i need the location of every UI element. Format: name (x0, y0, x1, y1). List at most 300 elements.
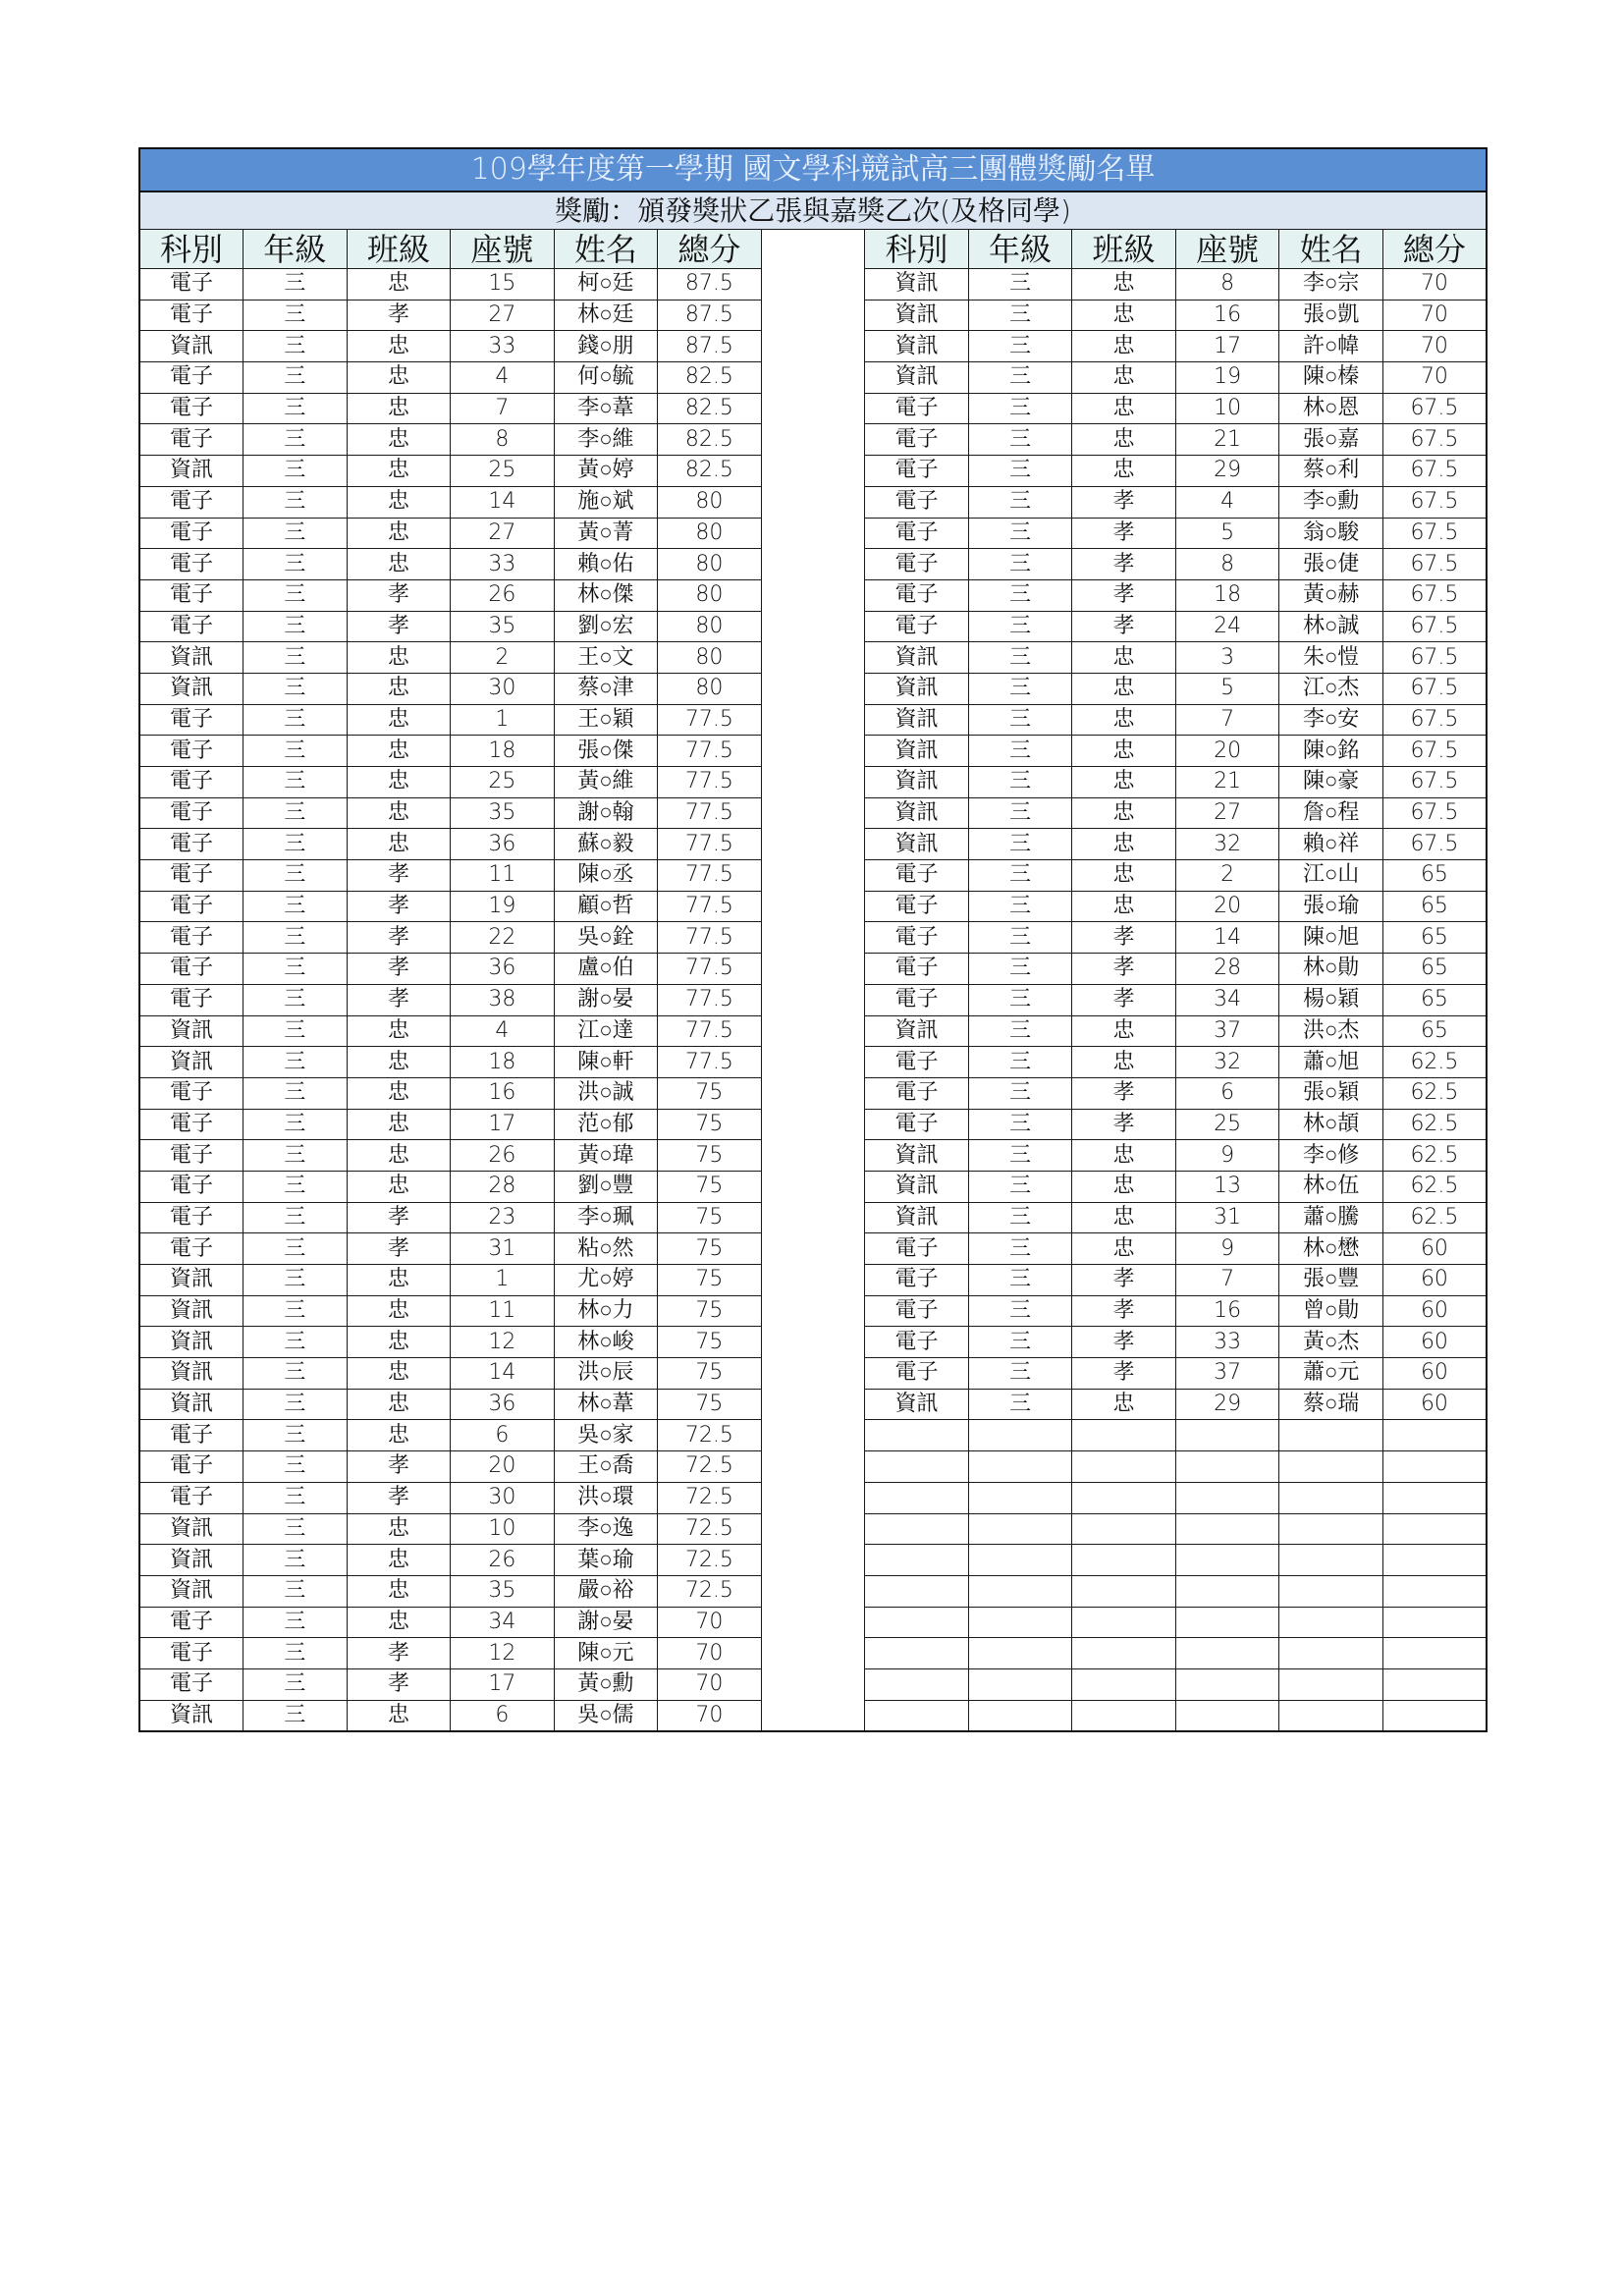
left-cell-name: 黃○菁 (554, 518, 658, 549)
right-cell-score: 62.5 (1382, 1047, 1487, 1078)
right-cell-department: 資訊 (865, 1140, 969, 1172)
right-cell-seat: 8 (1175, 549, 1279, 580)
right-cell-seat: 8 (1175, 269, 1279, 301)
right-cell-grade: 三 (968, 767, 1072, 798)
right-cell-score (1382, 1420, 1487, 1451)
right-cell-department: 電子 (865, 1233, 969, 1265)
right-cell-department: 資訊 (865, 704, 969, 736)
left-cell-department: 資訊 (139, 1389, 244, 1420)
left-cell-grade: 三 (244, 891, 348, 922)
right-cell-department (865, 1513, 969, 1545)
right-cell-department (865, 1668, 969, 1700)
right-cell-seat: 29 (1175, 456, 1279, 487)
left-cell-name: 林○傑 (554, 579, 658, 611)
right-cell-seat: 33 (1175, 1327, 1279, 1358)
right-cell-class: 忠 (1072, 1140, 1176, 1172)
left-cell-grade: 三 (244, 1575, 348, 1607)
left-cell-class: 忠 (347, 1420, 451, 1451)
left-cell-class: 孝 (347, 922, 451, 954)
right-cell-seat: 7 (1175, 704, 1279, 736)
right-cell-seat (1175, 1575, 1279, 1607)
right-cell-class: 忠 (1072, 736, 1176, 767)
right-cell-seat: 20 (1175, 736, 1279, 767)
left-cell-seat: 36 (451, 954, 555, 985)
right-cell-class: 忠 (1072, 1389, 1176, 1420)
left-cell-seat: 20 (451, 1451, 555, 1483)
right-cell-grade: 三 (968, 860, 1072, 892)
left-cell-department: 電子 (139, 797, 244, 829)
right-cell-class (1072, 1420, 1176, 1451)
right-cell-name (1279, 1700, 1383, 1731)
right-cell-seat: 9 (1175, 1233, 1279, 1265)
right-cell-class: 孝 (1072, 486, 1176, 518)
right-cell-score: 65 (1382, 860, 1487, 892)
right-cell-name (1279, 1545, 1383, 1576)
right-cell-score: 67.5 (1382, 673, 1487, 704)
right-cell-grade (968, 1513, 1072, 1545)
left-cell-class: 忠 (347, 1545, 451, 1576)
left-cell-score: 77.5 (658, 1047, 762, 1078)
right-cell-department: 資訊 (865, 797, 969, 829)
left-cell-department: 電子 (139, 1233, 244, 1265)
right-cell-name: 李○勳 (1279, 486, 1383, 518)
left-cell-score: 75 (658, 1140, 762, 1172)
right-cell-grade: 三 (968, 736, 1072, 767)
left-cell-score: 80 (658, 642, 762, 674)
right-cell-department: 資訊 (865, 269, 969, 301)
right-cell-name: 李○修 (1279, 1140, 1383, 1172)
left-cell-department: 電子 (139, 1451, 244, 1483)
column-gap (761, 300, 865, 331)
left-cell-department: 資訊 (139, 1358, 244, 1390)
table-row (139, 1668, 1487, 1700)
left-cell-grade: 三 (244, 362, 348, 394)
right-cell-class: 忠 (1072, 1233, 1176, 1265)
column-gap (761, 1482, 865, 1513)
right-cell-class (1072, 1545, 1176, 1576)
right-cell-name: 陳○豪 (1279, 767, 1383, 798)
left-cell-department: 電子 (139, 829, 244, 860)
left-cell-class: 忠 (347, 1109, 451, 1140)
column-header-grade: 年級 (968, 230, 1072, 269)
left-cell-seat: 26 (451, 1140, 555, 1172)
left-cell-grade: 三 (244, 269, 348, 301)
left-cell-department: 資訊 (139, 1575, 244, 1607)
left-cell-name: 嚴○裕 (554, 1575, 658, 1607)
left-cell-score: 75 (658, 1265, 762, 1296)
column-header-class: 班級 (1072, 230, 1176, 269)
left-cell-name: 錢○朋 (554, 331, 658, 362)
right-cell-grade: 三 (968, 269, 1072, 301)
left-cell-seat: 28 (451, 1171, 555, 1202)
left-cell-name: 陳○元 (554, 1638, 658, 1669)
right-cell-name: 曾○勛 (1279, 1295, 1383, 1327)
left-cell-class: 忠 (347, 393, 451, 424)
table-row (139, 549, 1487, 580)
left-cell-seat: 36 (451, 1389, 555, 1420)
left-cell-class: 忠 (347, 1607, 451, 1638)
left-cell-grade: 三 (244, 1295, 348, 1327)
right-cell-department: 資訊 (865, 1389, 969, 1420)
right-cell-name (1279, 1638, 1383, 1669)
column-gap (761, 518, 865, 549)
table-row (139, 1171, 1487, 1202)
column-gap (761, 1358, 865, 1390)
table-row (139, 1358, 1487, 1390)
left-cell-name: 施○斌 (554, 486, 658, 518)
left-cell-class: 忠 (347, 1327, 451, 1358)
table-row (139, 1327, 1487, 1358)
right-cell-score: 62.5 (1382, 1140, 1487, 1172)
left-cell-grade: 三 (244, 1233, 348, 1265)
right-cell-name (1279, 1420, 1383, 1451)
left-cell-department: 電子 (139, 891, 244, 922)
right-cell-class (1072, 1482, 1176, 1513)
right-cell-score (1382, 1451, 1487, 1483)
left-cell-grade: 三 (244, 736, 348, 767)
left-cell-score: 77.5 (658, 736, 762, 767)
column-header-name: 姓名 (1279, 230, 1383, 269)
right-cell-seat (1175, 1482, 1279, 1513)
right-cell-grade: 三 (968, 1389, 1072, 1420)
column-header-score: 總分 (1382, 230, 1487, 269)
left-cell-class: 忠 (347, 704, 451, 736)
left-cell-class: 忠 (347, 1171, 451, 1202)
left-cell-name: 蔡○津 (554, 673, 658, 704)
left-cell-score: 72.5 (658, 1513, 762, 1545)
right-cell-grade: 三 (968, 1358, 1072, 1390)
right-cell-grade: 三 (968, 1140, 1072, 1172)
right-cell-name (1279, 1607, 1383, 1638)
right-cell-class (1072, 1700, 1176, 1731)
left-cell-department: 電子 (139, 611, 244, 642)
left-cell-name: 粘○然 (554, 1233, 658, 1265)
right-cell-grade: 三 (968, 922, 1072, 954)
right-cell-score: 67.5 (1382, 518, 1487, 549)
right-cell-score: 62.5 (1382, 1202, 1487, 1233)
right-cell-name: 林○伍 (1279, 1171, 1383, 1202)
table-row (139, 1233, 1487, 1265)
left-cell-department: 資訊 (139, 673, 244, 704)
column-gap (761, 1513, 865, 1545)
right-cell-name: 黃○赫 (1279, 579, 1383, 611)
right-cell-department (865, 1700, 969, 1731)
column-gap (761, 1700, 865, 1731)
left-cell-seat: 1 (451, 704, 555, 736)
left-cell-class: 忠 (347, 1389, 451, 1420)
right-cell-grade: 三 (968, 1202, 1072, 1233)
left-cell-class: 忠 (347, 1575, 451, 1607)
right-cell-grade (968, 1545, 1072, 1576)
left-cell-seat: 25 (451, 456, 555, 487)
left-cell-score: 75 (658, 1233, 762, 1265)
left-cell-department: 電子 (139, 704, 244, 736)
column-gap (761, 1420, 865, 1451)
left-cell-score: 72.5 (658, 1482, 762, 1513)
table-row (139, 1700, 1487, 1731)
left-cell-seat: 7 (451, 393, 555, 424)
right-cell-grade: 三 (968, 1015, 1072, 1047)
right-cell-score: 67.5 (1382, 393, 1487, 424)
right-cell-department: 電子 (865, 984, 969, 1015)
left-cell-grade: 三 (244, 300, 348, 331)
left-cell-name: 蘇○毅 (554, 829, 658, 860)
left-cell-seat: 18 (451, 1047, 555, 1078)
right-cell-class: 忠 (1072, 300, 1176, 331)
right-cell-score: 67.5 (1382, 736, 1487, 767)
left-cell-grade: 三 (244, 704, 348, 736)
left-cell-score: 72.5 (658, 1545, 762, 1576)
left-cell-score: 80 (658, 673, 762, 704)
left-cell-name: 洪○辰 (554, 1358, 658, 1390)
left-cell-seat: 16 (451, 1077, 555, 1109)
column-gap (761, 579, 865, 611)
right-cell-department: 資訊 (865, 642, 969, 674)
left-cell-grade: 三 (244, 1202, 348, 1233)
right-cell-class: 忠 (1072, 829, 1176, 860)
left-cell-department: 資訊 (139, 1700, 244, 1731)
document-title: 109學年度第一學期 國文學科競試高三團體獎勵名單 (139, 148, 1487, 191)
right-cell-class: 忠 (1072, 767, 1176, 798)
left-cell-class: 忠 (347, 331, 451, 362)
left-cell-seat: 14 (451, 1358, 555, 1390)
right-cell-name: 張○倢 (1279, 549, 1383, 580)
left-cell-seat: 11 (451, 1295, 555, 1327)
right-cell-department: 電子 (865, 954, 969, 985)
left-cell-score: 80 (658, 518, 762, 549)
right-cell-department: 電子 (865, 1265, 969, 1296)
right-cell-score: 60 (1382, 1265, 1487, 1296)
left-cell-class: 孝 (347, 954, 451, 985)
left-cell-name: 尤○婷 (554, 1265, 658, 1296)
left-cell-class: 忠 (347, 736, 451, 767)
left-cell-class: 忠 (347, 549, 451, 580)
left-cell-name: 張○傑 (554, 736, 658, 767)
right-cell-department (865, 1575, 969, 1607)
right-cell-score: 67.5 (1382, 549, 1487, 580)
left-cell-name: 王○穎 (554, 704, 658, 736)
right-cell-grade: 三 (968, 393, 1072, 424)
left-cell-name: 黃○維 (554, 767, 658, 798)
left-cell-class: 孝 (347, 1451, 451, 1483)
right-cell-grade: 三 (968, 486, 1072, 518)
left-cell-grade: 三 (244, 767, 348, 798)
right-cell-score: 60 (1382, 1327, 1487, 1358)
left-cell-score: 70 (658, 1668, 762, 1700)
right-cell-name: 許○幃 (1279, 331, 1383, 362)
right-cell-class (1072, 1575, 1176, 1607)
left-cell-name: 李○葦 (554, 393, 658, 424)
right-cell-name (1279, 1451, 1383, 1483)
left-cell-name: 李○珮 (554, 1202, 658, 1233)
left-cell-seat: 4 (451, 1015, 555, 1047)
right-cell-score: 65 (1382, 891, 1487, 922)
left-cell-seat: 22 (451, 922, 555, 954)
left-cell-score: 77.5 (658, 984, 762, 1015)
left-cell-class: 忠 (347, 1358, 451, 1390)
column-gap (761, 673, 865, 704)
right-cell-department: 資訊 (865, 767, 969, 798)
right-cell-seat: 32 (1175, 829, 1279, 860)
right-cell-grade (968, 1575, 1072, 1607)
left-cell-department: 電子 (139, 984, 244, 1015)
left-cell-department: 資訊 (139, 1265, 244, 1296)
column-gap (761, 424, 865, 456)
column-gap (761, 1233, 865, 1265)
right-cell-department: 電子 (865, 1295, 969, 1327)
right-cell-name: 洪○杰 (1279, 1015, 1383, 1047)
right-cell-name: 江○山 (1279, 860, 1383, 892)
right-cell-department: 資訊 (865, 673, 969, 704)
left-cell-department: 資訊 (139, 331, 244, 362)
right-cell-score: 67.5 (1382, 486, 1487, 518)
right-cell-department: 電子 (865, 393, 969, 424)
right-cell-seat: 9 (1175, 1140, 1279, 1172)
column-gap (761, 1295, 865, 1327)
right-cell-seat: 31 (1175, 1202, 1279, 1233)
right-cell-seat: 32 (1175, 1047, 1279, 1078)
left-cell-class: 忠 (347, 829, 451, 860)
column-gap (761, 829, 865, 860)
table-row (139, 1513, 1487, 1545)
right-cell-score: 60 (1382, 1389, 1487, 1420)
left-cell-name: 王○喬 (554, 1451, 658, 1483)
table-row (139, 829, 1487, 860)
left-cell-name: 賴○佑 (554, 549, 658, 580)
right-cell-department: 資訊 (865, 362, 969, 394)
left-cell-class: 孝 (347, 1202, 451, 1233)
right-cell-score (1382, 1668, 1487, 1700)
left-cell-department: 電子 (139, 922, 244, 954)
right-cell-grade (968, 1420, 1072, 1451)
right-cell-seat: 2 (1175, 860, 1279, 892)
right-cell-seat: 18 (1175, 579, 1279, 611)
right-cell-grade: 三 (968, 1265, 1072, 1296)
left-cell-score: 82.5 (658, 424, 762, 456)
table-row (139, 518, 1487, 549)
left-cell-seat: 31 (451, 1233, 555, 1265)
right-cell-class: 孝 (1072, 954, 1176, 985)
right-cell-seat (1175, 1668, 1279, 1700)
table-row (139, 1140, 1487, 1172)
column-header-class: 班級 (347, 230, 451, 269)
right-cell-score: 67.5 (1382, 579, 1487, 611)
left-cell-department: 資訊 (139, 1047, 244, 1078)
left-cell-name: 葉○瑜 (554, 1545, 658, 1576)
right-cell-department (865, 1638, 969, 1669)
left-cell-class: 忠 (347, 1295, 451, 1327)
left-cell-score: 77.5 (658, 704, 762, 736)
left-cell-score: 77.5 (658, 922, 762, 954)
left-cell-seat: 33 (451, 549, 555, 580)
left-cell-name: 李○維 (554, 424, 658, 456)
right-cell-name: 林○恩 (1279, 393, 1383, 424)
left-cell-class: 忠 (347, 673, 451, 704)
right-cell-seat: 19 (1175, 362, 1279, 394)
column-gap (761, 362, 865, 394)
left-cell-name: 何○毓 (554, 362, 658, 394)
header-row (139, 230, 1487, 269)
right-cell-score: 70 (1382, 269, 1487, 301)
right-cell-grade: 三 (968, 518, 1072, 549)
left-cell-department: 電子 (139, 518, 244, 549)
left-cell-class: 忠 (347, 797, 451, 829)
left-cell-name: 黃○勳 (554, 1668, 658, 1700)
left-cell-seat: 19 (451, 891, 555, 922)
right-cell-name: 張○嘉 (1279, 424, 1383, 456)
right-cell-grade: 三 (968, 1233, 1072, 1265)
column-header-grade: 年級 (244, 230, 348, 269)
left-cell-grade: 三 (244, 518, 348, 549)
right-cell-score: 62.5 (1382, 1171, 1487, 1202)
right-cell-score (1382, 1482, 1487, 1513)
column-header-score: 總分 (658, 230, 762, 269)
left-cell-grade: 三 (244, 1389, 348, 1420)
left-cell-class: 忠 (347, 642, 451, 674)
left-cell-name: 黃○瑋 (554, 1140, 658, 1172)
right-cell-score: 60 (1382, 1233, 1487, 1265)
left-cell-class: 忠 (347, 1140, 451, 1172)
right-cell-grade: 三 (968, 331, 1072, 362)
right-cell-department: 電子 (865, 860, 969, 892)
left-cell-score: 80 (658, 611, 762, 642)
left-cell-class: 孝 (347, 611, 451, 642)
left-cell-grade: 三 (244, 829, 348, 860)
left-cell-score: 77.5 (658, 860, 762, 892)
right-cell-department: 電子 (865, 424, 969, 456)
left-cell-score: 77.5 (658, 797, 762, 829)
left-cell-name: 陳○軒 (554, 1047, 658, 1078)
left-cell-score: 75 (658, 1358, 762, 1390)
table-row (139, 984, 1487, 1015)
left-cell-seat: 11 (451, 860, 555, 892)
right-cell-name (1279, 1668, 1383, 1700)
table-row (139, 954, 1487, 985)
right-cell-seat: 21 (1175, 767, 1279, 798)
right-cell-grade: 三 (968, 1109, 1072, 1140)
right-cell-name: 林○懋 (1279, 1233, 1383, 1265)
right-cell-name: 張○凱 (1279, 300, 1383, 331)
right-cell-name (1279, 1513, 1383, 1545)
right-cell-grade (968, 1451, 1072, 1483)
column-gap (761, 797, 865, 829)
left-cell-department: 電子 (139, 269, 244, 301)
left-cell-department: 電子 (139, 860, 244, 892)
right-cell-grade: 三 (968, 1047, 1072, 1078)
left-cell-grade: 三 (244, 1451, 348, 1483)
right-cell-name: 黃○杰 (1279, 1327, 1383, 1358)
right-cell-class: 孝 (1072, 1358, 1176, 1390)
table-row (139, 891, 1487, 922)
right-cell-class: 孝 (1072, 1265, 1176, 1296)
left-cell-department: 資訊 (139, 1295, 244, 1327)
right-cell-class: 忠 (1072, 642, 1176, 674)
column-gap (761, 393, 865, 424)
right-cell-department (865, 1545, 969, 1576)
table-row (139, 1638, 1487, 1669)
right-cell-score (1382, 1638, 1487, 1669)
right-cell-name: 詹○程 (1279, 797, 1383, 829)
right-cell-name: 張○穎 (1279, 1077, 1383, 1109)
right-cell-grade: 三 (968, 829, 1072, 860)
left-cell-name: 柯○廷 (554, 269, 658, 301)
left-cell-class: 忠 (347, 269, 451, 301)
right-cell-department: 資訊 (865, 1015, 969, 1047)
column-gap (761, 1389, 865, 1420)
right-cell-department: 資訊 (865, 736, 969, 767)
table-row (139, 642, 1487, 674)
right-cell-grade: 三 (968, 362, 1072, 394)
